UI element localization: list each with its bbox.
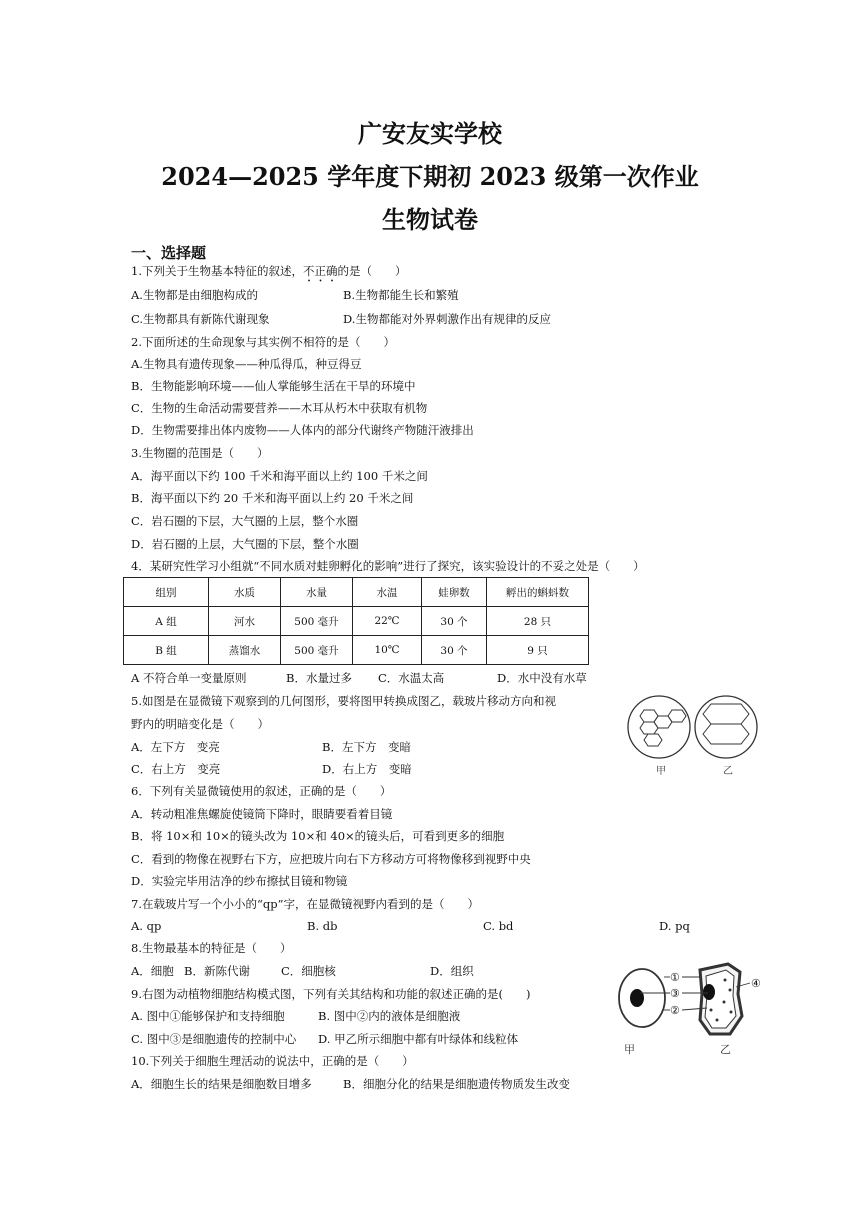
q6-option-a: A．转动粗准焦螺旋使镜筒下降时，眼睛要看着目镜 xyxy=(131,807,393,821)
q1-option-b: B.生物都能生长和繁殖 xyxy=(343,288,459,302)
q9-option-c: C. 图中③是细胞遗传的控制中心 xyxy=(131,1032,297,1046)
table-header-cell: 水温 xyxy=(353,578,422,607)
q7-option-d: D. pq xyxy=(659,919,690,933)
q7-option-b: B. db xyxy=(307,919,338,933)
table-cell: 500 毫升 xyxy=(281,636,353,665)
figure-label-yi: 乙 xyxy=(720,1043,731,1056)
q6-option-d: D．实验完毕用洁净的纱布擦拭目镜和物镜 xyxy=(131,874,348,888)
school-title: 广安友实学校 xyxy=(358,119,502,148)
q8-option-b: B．新陈代谢 xyxy=(184,964,250,978)
table-header-cell: 水质 xyxy=(209,578,281,607)
figure-label-jia: 甲 xyxy=(656,766,666,777)
q1-option-a: A.生物都是由细胞构成的 xyxy=(131,288,258,302)
q4-stem: 4．某研究性学习小组就“不同水质对蛙卵孵化的影响”进行了探究，该实验设计的不妥之处是（ ） xyxy=(131,559,645,573)
figure-label-jia: 甲 xyxy=(624,1043,635,1056)
q6-option-b: B．将 10×和 10×的镜头改为 10×和 40×的镜头后，可看到更多的细胞 xyxy=(131,829,505,843)
q4-option-b: B．水量过多 xyxy=(286,671,352,685)
q4-option-a: A 不符合单一变量原则 xyxy=(131,671,247,685)
cell-label-2: ② xyxy=(670,1004,680,1017)
table-cell: B 组 xyxy=(124,636,209,665)
table-header-cell: 蛙卵数 xyxy=(422,578,487,607)
q6-stem: 6．下列有关显微镜使用的叙述，正确的是（ ） xyxy=(131,784,392,798)
subject-title: 生物试卷 xyxy=(382,205,478,234)
q1-option-d: D.生物都能对外界刺激作出有规律的反应 xyxy=(343,312,551,326)
table-cell: 蒸馏水 xyxy=(209,636,281,665)
table-cell: 10℃ xyxy=(353,636,422,665)
q5-option-c: C．右上方 变亮 xyxy=(131,762,221,776)
q9-option-a: A. 图中①能够保护和支持细胞 xyxy=(131,1009,285,1023)
table-cell: 9 只 xyxy=(487,636,589,665)
q7-option-c: C. bd xyxy=(483,919,514,933)
table-cell: A 组 xyxy=(124,607,209,636)
q10-stem: 10.下列关于细胞生理活动的说法中，正确的是（ ） xyxy=(131,1054,414,1068)
table-row xyxy=(124,636,589,665)
q8-option-d: D．组织 xyxy=(430,964,474,978)
table-header-cell: 组别 xyxy=(124,578,209,607)
q5-stem-line2: 野内的明暗变化是（ ） xyxy=(131,717,269,731)
q2-option-c: C．生物的生命活动需要营养——木耳从朽木中获取有机物 xyxy=(131,401,428,415)
table-header-cell: 水量 xyxy=(281,578,353,607)
table-header-cell: 孵出的蝌蚪数 xyxy=(487,578,589,607)
q7-stem: 7.在载玻片写一个小小的“qp”字，在显微镜视野内看到的是（ ） xyxy=(131,897,479,911)
q2-stem: 2.下面所述的生命现象与其实例不相符的是（ ） xyxy=(131,335,395,349)
q10-option-b: B．细胞分化的结果是细胞遗传物质发生改变 xyxy=(343,1077,570,1091)
q4-option-d: D．水中没有水草 xyxy=(497,671,587,685)
q7-option-a: A. qp xyxy=(131,919,162,933)
exam-term-title: 2024—2025 学年度下期初 2023 级第一次作业 xyxy=(161,162,699,191)
cell-label-3: ③ xyxy=(670,987,680,1000)
q9-stem: 9.右图为动植物细胞结构模式图，下列有关其结构和功能的叙述正确的是( ) xyxy=(131,987,531,1001)
q6-option-c: C．看到的物像在视野右下方，应把玻片向右下方移动方可将物像移到视野中央 xyxy=(131,852,531,866)
q9-option-b: B. 图中②内的液体是细胞液 xyxy=(318,1009,461,1023)
q3-stem: 3.生物圈的范围是（ ） xyxy=(131,446,269,460)
q2-option-d: D．生物需要排出体内废物——人体内的部分代谢终产物随汗液排出 xyxy=(131,423,474,437)
experiment-table xyxy=(123,577,589,665)
cell-label-1: ① xyxy=(670,971,680,984)
section-heading: 一、选择题 xyxy=(131,244,207,262)
q3-option-d: D．岩石圈的上层，大气圈的下层，整个水圈 xyxy=(131,537,359,551)
figure-label-yi: 乙 xyxy=(723,766,733,777)
q10-option-a: A．细胞生长的结果是细胞数目增多 xyxy=(131,1077,312,1091)
table-cell: 河水 xyxy=(209,607,281,636)
q1-option-c: C.生物都具有新陈代谢现象 xyxy=(131,312,270,326)
q4-option-c: C．水温太高 xyxy=(378,671,445,685)
q3-option-b: B．海平面以下约 20 千米和海平面以上约 20 千米之间 xyxy=(131,491,414,505)
cell-structure-figure xyxy=(612,960,772,1060)
q3-option-a: A．海平面以下约 100 千米和海平面以上约 100 千米之间 xyxy=(131,469,428,483)
q2-option-b: B．生物能影响环境——仙人掌能够生活在干旱的环境中 xyxy=(131,379,416,393)
q8-option-a: A．细胞 xyxy=(131,964,174,978)
q8-stem: 8.生物最基本的特征是（ ） xyxy=(131,941,292,955)
table-cell: 500 毫升 xyxy=(281,607,353,636)
table-cell: 22℃ xyxy=(353,607,422,636)
q3-option-c: C．岩石圈的下层，大气圈的上层，整个水圈 xyxy=(131,514,359,528)
table-cell: 28 只 xyxy=(487,607,589,636)
microscope-field-figure xyxy=(623,690,763,780)
q5-option-b: B．左下方 变暗 xyxy=(322,740,411,754)
q5-option-a: A．左下方 变亮 xyxy=(131,740,220,754)
table-row xyxy=(124,607,589,636)
q5-option-d: D．右上方 变暗 xyxy=(322,762,412,776)
q9-option-d: D. 甲乙所示细胞中都有叶绿体和线粒体 xyxy=(318,1032,519,1046)
q5-stem-line1: 5.如图是在显微镜下观察到的几何图形，要将图甲转换成图乙，载玻片移动方向和视 xyxy=(131,694,556,708)
q2-option-a: A.生物具有遗传现象——种瓜得瓜，种豆得豆 xyxy=(131,357,362,371)
table-cell: 30 个 xyxy=(422,636,487,665)
q8-option-c: C．细胞核 xyxy=(281,964,336,978)
cell-label-4: ④ xyxy=(751,977,761,990)
q1-stem: 1.下列关于生物基本特征的叙述，不正确的是（ ） xyxy=(131,264,407,278)
table-header-row xyxy=(124,578,589,607)
table-cell: 30 个 xyxy=(422,607,487,636)
